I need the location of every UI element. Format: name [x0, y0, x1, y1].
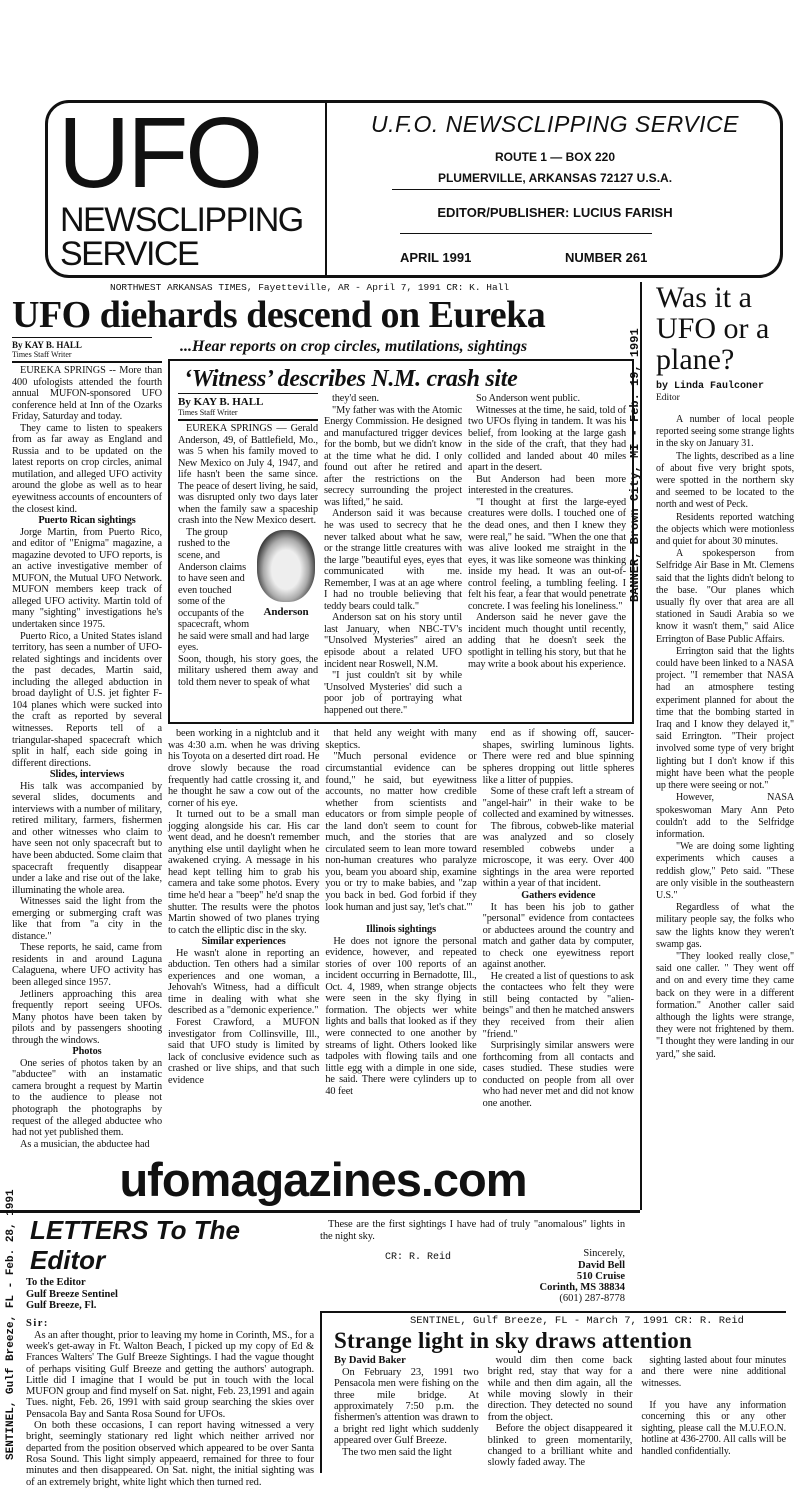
paragraph: "Much personal evidence or circumstantial evidence can be found," he said, but eyewitness accounts, no matter how credible whether from scientists and educators or from simple people of the land don't seem to count for much, and the stories that are circulated seem to lean more toward non-human creatures who paralyze you, beam you aboard ship, examine you or try to make babies, and "zap you back in bed. God forbid if they look human and just say, 'let's chat.'" [325, 751, 477, 913]
logo-ufo: UFO [58, 97, 261, 209]
paragraph: Puerto Rico, a United States island territory, has seen a number of UFO-related sightings and incidents over the past decades, Martin said, including the alleged abduction in broad daylight of U.S. jet fighter F-104 planes which were sucked into the craft as reported by several witnesses. Reports tell of a triangular-shaped spacecraft which split in half, each side going in different directions. [12, 630, 162, 769]
section-subhead: Similar experiences [201, 936, 286, 948]
eureka-column-2 [168, 728, 319, 1109]
paragraph: Some of these craft left a stream of "angel-hair" in their wake to be collected and examined by witnesses. [482, 786, 634, 821]
eureka-column-1 [12, 365, 162, 1150]
signer-street: 510 Cruise [576, 1270, 625, 1282]
paragraph: The two men said the light [342, 1446, 452, 1458]
paragraph: Residents reported watching the objects which were motionless and quiet for about 30 minutes. [656, 511, 794, 548]
paragraph: Forest Crawford, a MUFON investigator from Collinsville, Ill., said that UFO study is limited by lack of conclusive evidence such as crashed or live ships, and that such evidence [168, 1016, 320, 1086]
paragraph: Before the object disappeared it blinked to green momentarily, changed to a brilliant white and slowly faded away. The [487, 1423, 633, 1469]
paragraph: These are the first sightings I have had of truly "anomalous" lights in the night sky. [320, 1219, 625, 1242]
eureka-subhead: ...Hear reports on crop circles, mutilations, sightings [180, 338, 528, 355]
issue-number: NUMBER 261 [565, 250, 648, 265]
paragraph: It turned out to be a small man jogging alongside his car. His car went dead, and he doesn't remember anything else until daylight when he awakened crying. A message in his head kept telling him to grab his camera and take some photos. Every time he'd hear a "beep" he'd snap the shutter. The results were the photos Martin showed of two planes trying to catch the elliptic disc in the sky. [168, 809, 320, 936]
paragraph: Surprisingly similar answers were forthcoming from all contacts and cases studied. These studies were conducted on people from all over who had never met and did not know one another. [482, 1040, 634, 1109]
plane-article [628, 281, 800, 1210]
paragraph: EUREKA SPRINGS — Gerald Anderson, 49, of Battlefield, Mo., was 5 when his family moved to New Mexico on July 4, 1947, and life hasn't been the same since. The peace of desert living, he said, was disrupted only two days later when the family saw a spaceship crash into the New Mexico desert. [178, 423, 318, 527]
witness-column-3 [468, 393, 626, 716]
paragraph: However, NASA spokeswoman Mary Ann Peto couldn't add to the Selfridge information. [656, 792, 794, 840]
strange-column-3 [641, 1355, 786, 1469]
paragraph: Soon, though, his story goes, the military ushered them away and told them never to speak of what [178, 653, 318, 689]
letters-source: SENTINEL, Gulf Breeze, FL - Feb. 28, 1991 [5, 1189, 17, 1461]
upper-section [0, 282, 800, 1210]
witness-headline: ‘Witness’ describes N.M. crash site [184, 366, 518, 392]
paragraph: Anderson sat on his story until last January, when NBC-TV's "Unsolved Mysteries" aired an episode about a related UFO incident near Roswell, N.M. [324, 612, 462, 670]
paragraph: "My father was with the Atomic Energy Commission. He designed and manufactured trigger devices for the bomb, but we didn't know at the time what he did. I only found out after he retired and after the restrictions on the secrecy surrounding the project was lifted," he said. [324, 404, 462, 508]
anderson-photo-block [254, 530, 318, 619]
divider [178, 393, 318, 394]
paragraph: would dim then come back bright red, stay that way for a while and then dim again, all the while moving slowly in their direction. They detected no sound from the object. [487, 1354, 633, 1423]
paragraph: He created a list of questions to ask the contactees who felt they were still being contacted by "alien-beings" and then he matched answers they received from their alien "friend." [482, 970, 634, 1040]
section-subhead: Slides, interviews [49, 769, 125, 781]
salutation: Sir: [26, 1317, 49, 1329]
plane-body [656, 414, 794, 1061]
photo-caption: Anderson [263, 605, 309, 618]
section-subhead: Illinois sightings [365, 924, 436, 936]
paragraph: "I thought at first the large-eyed creatures were dolls. I touched one of the dead ones, and then I knew they were real," he said. "When the one that was alive looked me straight in the eyes, it was like someone was thinking inside my head. It was an out-of-control feeling, a tumbling feeling. I felt his fear, a fear that would penetrate concrete. I was feeling his loneliness." [468, 496, 626, 612]
paragraph: As a musician, the abductee had [20, 1138, 150, 1150]
paragraph: EUREKA SPRINGS -- More than 400 ufologists attended the fourth annual MUFON-sponsored UFO conference held at Inn of the Ozarks Friday, Saturday and today. [12, 365, 162, 423]
address-line: Gulf Breeze, Fl. [26, 1300, 97, 1312]
paragraph: A spokesperson from Selfridge Air Base in Mt. Clemens said that the lights didn't belong to the base. "Our planes which usually fly over that area are all stationed in Saudi Arabia so we know it wasn't them," said Alice Errington of Base Public Affairs. [656, 548, 794, 645]
divider [400, 233, 652, 234]
lower-right-area [314, 1215, 800, 1488]
paragraph: Regardless of what the military people say, the folks who saw the lights know they weren't swamp gas. [656, 902, 794, 950]
paragraph: Witnesses said the light from the emerging or submerging craft was like that from "a city in the distance." [12, 896, 162, 942]
letters-source-strip [0, 1189, 26, 1488]
section-divider [0, 1210, 640, 1213]
masthead [0, 0, 800, 282]
paragraph: They came to listen to speakers from as far away as England and Russia and to be updated on the latest reports on crop circles, animal mutilation, and alleged UFO activity around the globe as well as to hear eyewitness accounts of encounters of the closest kind. [12, 422, 162, 515]
paragraph: Anderson said it was because he was used to secrecy that he never talked about what he saw, or the strange little creatures with the large "beautiful eyes, eyes that communicated with me. Remember, I was at an age where I had no trouble believing that teddy bears could talk." [324, 508, 462, 612]
strange-article-box [320, 1311, 786, 1473]
paragraph: Jorge Martin, from Puerto Rico, and editor of "Enigma" magazine, a magazine devoted to UFO reports, is an active investigative member of MUFON, the Mutual UFO Network. MUFON members keep track of alleged UFO activity. Martin told of many "sighting" investigations he's undertaken since 1975. [12, 526, 162, 631]
issue-date: APRIL 1991 [400, 250, 472, 265]
masthead-divider [325, 100, 327, 278]
letters-address [26, 1277, 314, 1312]
strange-source: SENTINEL, Gulf Breeze, FL - March 7, 1991 CR: R. Reid [410, 1314, 744, 1327]
plane-source: BANNER, Brown City, MI - Feb. 19, 1991 [628, 328, 642, 602]
paragraph: One series of photos taken by an "abductee" with an instamatic camera brought a request by Martin to the audience to please not photograph the photographs by request of the alleged abductee who had not yet published them. [12, 1057, 162, 1139]
strange-column-1 [334, 1367, 479, 1458]
strange-byline: By David Baker [334, 1354, 406, 1366]
letters-headline: LETTERS To The Editor [30, 1215, 240, 1276]
paragraph: The group rushed to the scene, and Anderson claims to have seen and even touched some of the occupants of the spacecraft, whom he said were small and had large eyes. [178, 526, 309, 654]
letters-closing [320, 1219, 625, 1242]
paragraph: A number of local people reported seeing some strange lights in the sky on January 31. [656, 414, 794, 450]
witness-byline: By KAY B. HALL Times Staff Writer [178, 396, 264, 417]
paragraph: If you have any information concerning this or any other sighting, please call the M.U.F.O.N. hotline at 436-2700. All calls will be handled confidentially. [641, 1399, 787, 1457]
address-line-2: PLUMERVILLE, ARKANSAS 72127 U.S.A. [437, 171, 673, 185]
paragraph: So Anderson went public. [476, 393, 580, 404]
paragraph: On February 23, 1991 two Pensacola men were fishing on the three mile bridge. At approximately 7:50 p.m. the fishermen's attention was drawn to a bright red light which suddenly appeared over Gulf Breeze. [334, 1366, 479, 1447]
plane-byline: by Linda Faulconer [656, 381, 765, 392]
paragraph: He wasn't alone in reporting an abduction. Ten others had a similar experiences and one woman, a Jehovah's Witness, had a difficult time in dealing with what she described as a "demonic experience." [168, 947, 320, 1017]
paragraph: "They looked really close," said one caller. " They went off and on and every time they came back on they were in a different formation." Another caller said although the lights were strange, they were not frightened by them. "I thought they were landing in our yard," she said. [656, 950, 794, 1060]
section-subhead: Puerto Rican sightings [38, 515, 136, 527]
eureka-column-4 [483, 728, 634, 1109]
strange-column-2 [488, 1355, 633, 1469]
letters-article [26, 1215, 314, 1488]
plane-byline-role: Editor [656, 393, 680, 403]
divider [12, 361, 162, 363]
letters-body [26, 1330, 314, 1488]
paragraph: "We are doing some lighting experiments which causes a reddish glow," Peto said. "These are only visible in the southeastern U.S." [656, 841, 794, 901]
service-title: U.F.O. NEWSCLIPPING SERVICE [371, 111, 739, 137]
eureka-left-column [12, 337, 162, 1150]
paragraph: He does not ignore the personal evidence, however, and repeated stories of over 100 reports of an incident occurring in Bernadotte, Ill., Oct. 4, 1989, when strange objects were seen in the sky flying in formation. The objects wer white lights and balls that looked as if they were connected to one another by streams of light. Others looked like tadpoles with flowing tails and one little egg with a dimple in one side, he said. There were cylinders up to 40 feet [325, 935, 477, 1097]
letters-credit: CR: R. Reid [385, 1252, 452, 1264]
eureka-byline: By KAY B. HALL Times Staff Writer [12, 340, 82, 359]
witness-column-2 [324, 393, 462, 716]
divider [12, 337, 152, 338]
editor-publisher: EDITOR/PUBLISHER: LUCIUS FARISH [437, 205, 673, 220]
section-subhead: Gathers evidence [521, 889, 596, 901]
signer-phone: (601) 287-8778 [559, 1293, 625, 1305]
paragraph: they'd seen. [332, 393, 379, 404]
divider [392, 189, 660, 190]
letters-signature-row [320, 1248, 625, 1304]
paragraph: The fibrous, cobweb-like material was analyzed and so closely resembled cobwebs under a microscope, it was eery. Over 400 sightings in the area were reported within a year of that incident. [482, 820, 634, 890]
watermark: ufomagazines.com [119, 1153, 527, 1207]
paragraph: But Anderson had been more interested in the creatures. [468, 473, 626, 497]
paragraph: The lights, described as a line of about five very bright spots, were spotted in the northern sky and seemed to be located to the north and west of Peck. [656, 450, 794, 511]
paragraph: On both these occasions, I can report having witnessed a very bright, seemingly stationary red light which neither arrived nor departed from the position observed which appeared to be over Santa Rosa Sound. This light simply appeaerd, remained for three to four minutes and then disappeared. On Sat. night, the initial sighting was of an extremely bright, white light which then turned red. [26, 1420, 314, 1488]
logo-newsclipping: NEWSCLIPPING [60, 201, 303, 239]
eureka-column-3 [325, 728, 476, 1109]
lower-section [0, 1189, 800, 1488]
signer-city: Corinth, MS 38834 [539, 1282, 625, 1294]
letters-signoff [540, 1248, 625, 1304]
address-line: To the Editor [26, 1277, 86, 1289]
paragraph: These reports, he said, came from residents in and around Laguna Calaguena, where UFO activity has been alleged since 1957. [12, 942, 162, 988]
paragraph: Errington said that the lights could have been linked to a NASA project. "I remember that NASA had an atmosphere testing experiment planned for about the time that the bombing started in Iraq and I know they delayed it," said Errington. "Their project involved some type of very bright lighting but I don't know if this might have been what the people up there were seeing or not." [656, 645, 794, 792]
paragraph: As an after thought, prior to leaving my home in Corinth, MS., for a week's get-away in Ft. Walton Beach, I picked up my copy of Ed & Frances Walters' The Gulf Breeze Sightings. I had the vague thought of perhaps visiting Gulf Breeze and getting the authors' autograph. Little did I imagine that I would be put in touch with the local MUFON group and find myself on Sat. night, Feb. 23,1991 and again Tues. night, Feb. 26, 1991 with said group searching the skies over Pensacola Bay and Santa Rosa Sound for UFOs. [26, 1329, 314, 1420]
signoff-line: Sincerely, [583, 1248, 625, 1260]
paragraph: His talk was accompanied by several slides, documents and interviews with a number of military, retired military, farmers, fishermen and other witnesses who claim to have seen not only spacecraft but to have been abducted. Some claim that spacecraft frequently disappear under a lake and rise out of the lake, illuminating the whole area. [12, 780, 162, 896]
witness-column-1-wrap [178, 393, 318, 716]
strange-headline: Strange light in sky draws attention [334, 1327, 692, 1353]
eureka-source: NORTHWEST ARKANSAS TIMES, Fayetteville, AR - April 7, 1991 CR: K. Hall [110, 282, 510, 293]
witness-column-1 [178, 423, 318, 689]
eureka-article [0, 282, 640, 1210]
paragraph: that held any weight with many skeptics. [325, 728, 477, 751]
paragraph: Anderson said he never gave the incident much thought until recently, adding that he doesn't seek the spotlight in telling his story, but that he may write a book about his experience. [468, 612, 626, 670]
paragraph: end as if showing off, saucer-shapes, swirling luminous lights. There were red and blue spinning spheres dropping out little spheres like a litter of puppies. [482, 728, 634, 786]
plane-headline: Was it a UFO or a plane? [656, 281, 770, 376]
section-subhead: Photos [72, 1046, 102, 1058]
paragraph: Jetliners approaching this area frequently report seeing UFOs. Many photos have been taken by pilots and by passengers shooting through the windows. [12, 988, 162, 1046]
anderson-photo [257, 530, 315, 602]
address-line-1: ROUTE 1 — BOX 220 [494, 150, 616, 164]
signer-name: David Bell [578, 1259, 625, 1271]
eureka-right-area [168, 337, 634, 1150]
witness-article-box [168, 359, 634, 724]
paragraph: been working in a nightclub and it was 4:30 a.m. when he was driving his Toyota on a deserted dirt road. He drove slowly because the road frequently had cattle crossing it, and he thought he saw a cow out of the corner of his eye. [168, 728, 320, 809]
strange-column-1-wrap [334, 1355, 479, 1469]
divider [178, 419, 318, 421]
paragraph: "I just couldn't sit by while 'Unsolved Mysteries' did such a poor job of portraying what happened out there." [324, 670, 462, 716]
paragraph: It has been his job to gather "personal" evidence from contactees or abductees around the country and match and gather data by computer, to check one eyewitness report against another. [482, 901, 634, 971]
logo-service: SERVICE [60, 235, 199, 273]
eureka-headline: UFO diehards descend on Eureka [12, 294, 546, 336]
address-line: Gulf Breeze Sentinel [26, 1288, 118, 1300]
paragraph: sighting lasted about four minutes and there were nine additional witnesses. [641, 1354, 787, 1389]
paragraph: Witnesses at the time, he said, told of two UFOs flying in tandem. It was his belief, from looking at the large gash in the side of the craft, that they had collided and landed about 40 miles apart in the desert. [468, 404, 626, 474]
